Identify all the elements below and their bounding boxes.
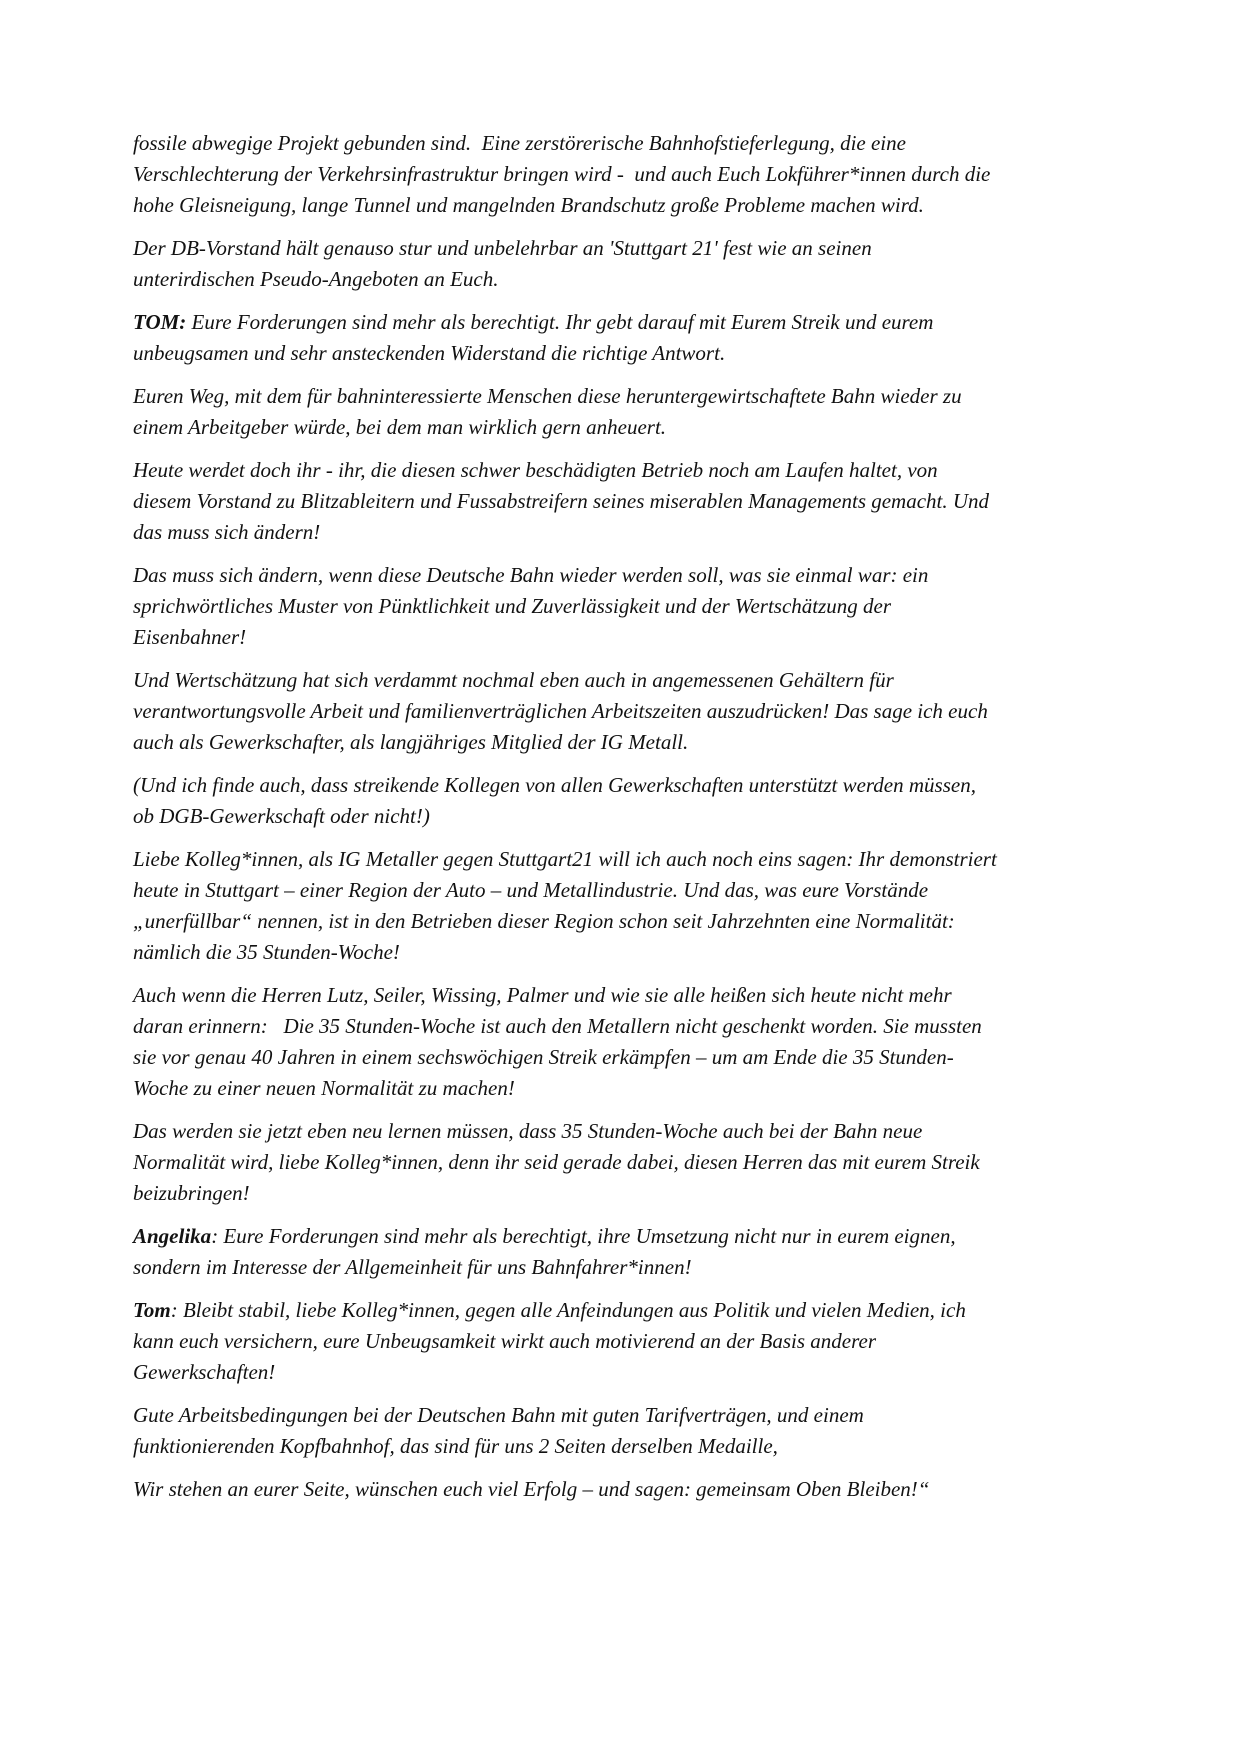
paragraph	[133, 1400, 1073, 1462]
text-run: : Eure Forderungen sind mehr als berechtigt, ihre Umsetzung nicht nur in eurem eignen,	[211, 1224, 956, 1248]
paragraph	[133, 1116, 1073, 1209]
text-run: Eisenbahner!	[133, 625, 247, 649]
speaker-label: Angelika	[133, 1224, 212, 1248]
text-run: beizubringen!	[133, 1181, 250, 1205]
text-run: unterirdischen Pseudo-Angeboten an Euch.	[133, 267, 499, 291]
text-run: das muss sich ändern!	[133, 520, 321, 544]
paragraph	[133, 1221, 1073, 1283]
text-run: hohe Gleisneigung, lange Tunnel und mangelnden Brandschutz große Probleme machen wird.	[133, 193, 924, 217]
paragraph	[133, 770, 1073, 832]
text-run: diesem Vorstand zu Blitzableitern und Fussabstreifern seines miserablen Managements gemacht. Und	[133, 489, 990, 513]
paragraph	[133, 665, 1073, 758]
paragraph	[133, 381, 1073, 443]
text-run: Das muss sich ändern, wenn diese Deutsche Bahn wieder werden soll, was sie einmal war: ein	[133, 563, 929, 587]
text-run: Und Wertschätzung hat sich verdammt nochmal eben auch in angemessenen Gehältern für	[133, 668, 894, 692]
text-run: Verschlechterung der Verkehrsinfrastruktur bringen wird - und auch Euch Lokführer*innen durch die	[133, 162, 991, 186]
paragraph	[133, 455, 1073, 548]
paragraph	[133, 980, 1073, 1104]
paragraph	[133, 307, 1073, 369]
text-run: unbeugsamen und sehr ansteckenden Widerstand die richtige Antwort.	[133, 341, 726, 365]
text-run: nämlich die 35 Stunden-Woche!	[133, 940, 400, 964]
text-run: Eure Forderungen sind mehr als berechtigt. Ihr gebt darauf mit Eurem Streik und eurem	[186, 310, 934, 334]
text-run: : Bleibt stabil, liebe Kolleg*innen, gegen alle Anfeindungen aus Politik und vielen Medien, ich	[170, 1298, 966, 1322]
text-run: Liebe Kolleg*innen, als IG Metaller gegen Stuttgart21 will ich auch noch eins sagen: Ihr demonstriert	[133, 847, 997, 871]
paragraph	[133, 1295, 1073, 1388]
text-run: (Und ich finde auch, dass streikende Kollegen von allen Gewerkschaften unterstützt werden müssen,	[133, 773, 976, 797]
text-run: auch als Gewerkschafter, als langjähriges Mitglied der IG Metall.	[133, 730, 689, 754]
speaker-label: Tom	[133, 1298, 171, 1322]
paragraph	[133, 1474, 1073, 1505]
text-run: fossile abwegige Projekt gebunden sind. Eine zerstörerische Bahnhofstieferlegung, die eine	[133, 131, 906, 155]
text-run: Gewerkschaften!	[133, 1360, 276, 1384]
speaker-label: TOM:	[133, 310, 187, 334]
paragraph	[133, 128, 1073, 221]
text-run: ob DGB-Gewerkschaft oder nicht!)	[133, 804, 430, 828]
text-run: funktionierenden Kopfbahnhof, das sind für uns 2 Seiten derselben Medaille,	[133, 1434, 778, 1458]
text-run: sie vor genau 40 Jahren in einem sechswöchigen Streik erkämpfen – um am Ende die 35 Stunden-	[133, 1045, 954, 1069]
text-run: Euren Weg, mit dem für bahninteressierte Menschen diese heruntergewirtschaftete Bahn wieder zu	[133, 384, 962, 408]
text-run: Gute Arbeitsbedingungen bei der Deutschen Bahn mit guten Tarifverträgen, und einem	[133, 1403, 864, 1427]
text-run: Wir stehen an eurer Seite, wünschen euch viel Erfolg – und sagen: gemeinsam Oben Bleiben!“	[133, 1477, 930, 1501]
text-run: heute in Stuttgart – einer Region der Auto – und Metallindustrie. Und das, was eure Vorstände	[133, 878, 929, 902]
text-run: einem Arbeitgeber würde, bei dem man wirklich gern anheuert.	[133, 415, 667, 439]
paragraph	[133, 844, 1073, 968]
text-run: verantwortungsvolle Arbeit und familienverträglichen Arbeitszeiten auszudrücken! Das sage ich euch	[133, 699, 988, 723]
text-run: Heute werdet doch ihr - ihr, die diesen schwer beschädigten Betrieb noch am Laufen haltet, von	[133, 458, 938, 482]
text-run: Das werden sie jetzt eben neu lernen müssen, dass 35 Stunden-Woche auch bei der Bahn neue	[133, 1119, 923, 1143]
text-run: kann euch versichern, eure Unbeugsamkeit wirkt auch motivierend an der Basis anderer	[133, 1329, 876, 1353]
text-run: Normalität wird, liebe Kolleg*innen, denn ihr seid gerade dabei, diesen Herren das mit eurem Streik	[133, 1150, 980, 1174]
document-body	[133, 128, 1073, 1517]
text-run: „unerfüllbar“ nennen, ist in den Betrieben dieser Region schon seit Jahrzehnten eine Normalität:	[133, 909, 955, 933]
paragraph	[133, 233, 1073, 295]
text-run: daran erinnern: Die 35 Stunden-Woche ist auch den Metallern nicht geschenkt worden. Sie mussten	[133, 1014, 982, 1038]
text-run: Der DB-Vorstand hält genauso stur und unbelehrbar an 'Stuttgart 21' fest wie an seinen	[133, 236, 872, 260]
text-run: sprichwörtliches Muster von Pünktlichkeit und Zuverlässigkeit und der Wertschätzung der	[133, 594, 892, 618]
text-run: Auch wenn die Herren Lutz, Seiler, Wissing, Palmer und wie sie alle heißen sich heute nicht mehr	[133, 983, 952, 1007]
paragraph	[133, 560, 1073, 653]
text-run: sondern im Interesse der Allgemeinheit für uns Bahnfahrer*innen!	[133, 1255, 692, 1279]
text-run: Woche zu einer neuen Normalität zu machen!	[133, 1076, 515, 1100]
